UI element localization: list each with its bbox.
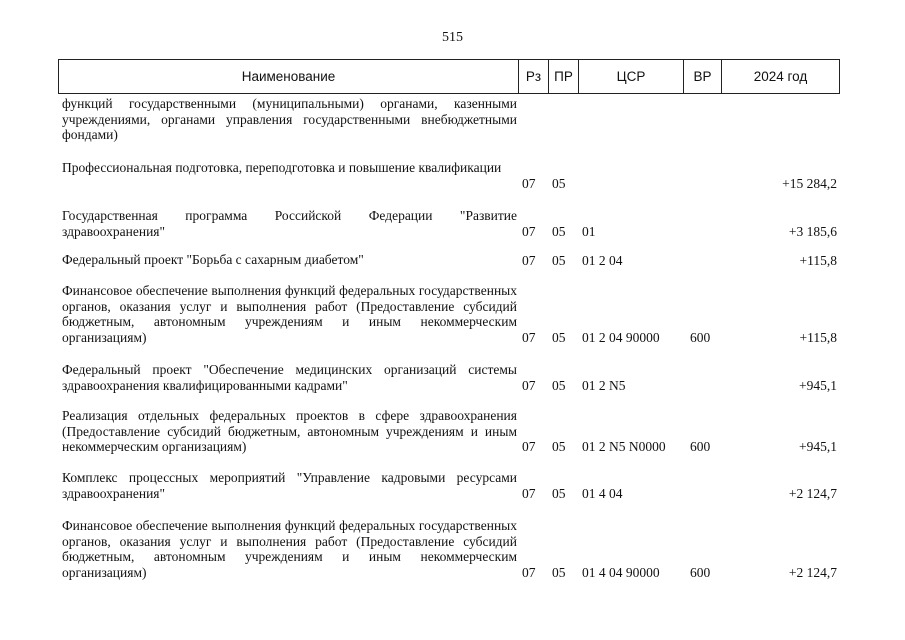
row-pr: 05 [552,378,566,394]
header-csr: ЦСР [579,60,684,94]
row-name: Комплекс процессных мероприятий "Управление кадровыми ресурсами здравоохранения" [62,470,517,501]
row-pr: 05 [552,224,566,240]
row-rz: 07 [522,486,536,502]
row-pr: 05 [552,439,566,455]
row-amount: +2 124,7 [788,486,837,502]
row-rz: 07 [522,378,536,394]
row-vr: 600 [690,439,711,455]
page-number: 515 [442,30,463,45]
row-amount: +3 185,6 [788,224,837,240]
table-row [0,408,905,455]
table-header [58,59,840,94]
row-rz: 07 [522,176,536,192]
row-amount: +15 284,2 [782,176,837,192]
row-name: Федеральный проект "Борьба с сахарным диабетом" [62,252,364,267]
row-rz: 07 [522,565,536,581]
row-pr: 05 [552,176,566,192]
header-rz: Рз [519,60,549,94]
row-amount: +945,1 [799,378,837,394]
table-row [0,160,905,192]
row-csr: 01 4 04 [582,486,623,502]
header-vr: ВР [684,60,722,94]
row-csr: 01 [582,224,596,240]
row-amount: +2 124,7 [788,565,837,581]
row-name: функций государственными (муниципальными) органами, казенными учреждениями, органами управления государственными внебюджетными фондами) [62,96,517,143]
row-pr: 05 [552,330,566,346]
row-rz: 07 [522,439,536,455]
row-name: Государственная программа Российской Федерации "Развитие здравоохранения" [62,208,517,239]
row-name: Федеральный проект "Обеспечение медицинских организаций системы здравоохранения квалифицированными кадрами" [62,362,517,393]
row-vr: 600 [690,565,711,581]
table-row [0,96,905,143]
table-row [0,518,905,581]
row-csr: 01 2 04 90000 [582,330,660,346]
row-name: Профессиональная подготовка, переподготовка и повышение квалификации [62,160,502,175]
row-csr: 01 4 04 90000 [582,565,660,581]
header-name: Наименование [59,60,519,94]
table-row [0,208,905,240]
row-amount: +115,8 [799,330,837,346]
row-amount: +115,8 [799,253,837,269]
row-pr: 05 [552,486,566,502]
row-pr: 05 [552,253,566,269]
row-csr: 01 2 N5 N0000 [582,439,666,455]
table-row [0,470,905,502]
header-year: 2024 год [722,60,840,94]
row-amount: +945,1 [799,439,837,455]
table-row [0,283,905,346]
row-rz: 07 [522,224,536,240]
row-rz: 07 [522,253,536,269]
header-pr: ПР [549,60,579,94]
row-csr: 01 2 04 [582,253,623,269]
row-name: Финансовое обеспечение выполнения функций федеральных государственных органов, оказания услуг и выполнения работ (Предоставление субсидий бюджетным, автономным учреждениям и иным некоммерческим организациям) [62,518,517,580]
table-row [0,362,905,394]
row-pr: 05 [552,565,566,581]
row-csr: 01 2 N5 [582,378,626,394]
row-vr: 600 [690,330,711,346]
row-name: Финансовое обеспечение выполнения функций федеральных государственных органов, оказания услуг и выполнения работ (Предоставление субсидий бюджетным, автономным учреждениям и иным некоммерческим организациям) [62,283,517,345]
row-name: Реализация отдельных федеральных проектов в сфере здравоохранения (Предоставление субсидий бюджетным, автономным учреждениям и иным некоммерческим организациям) [62,408,517,455]
table-row [0,252,905,269]
row-rz: 07 [522,330,536,346]
